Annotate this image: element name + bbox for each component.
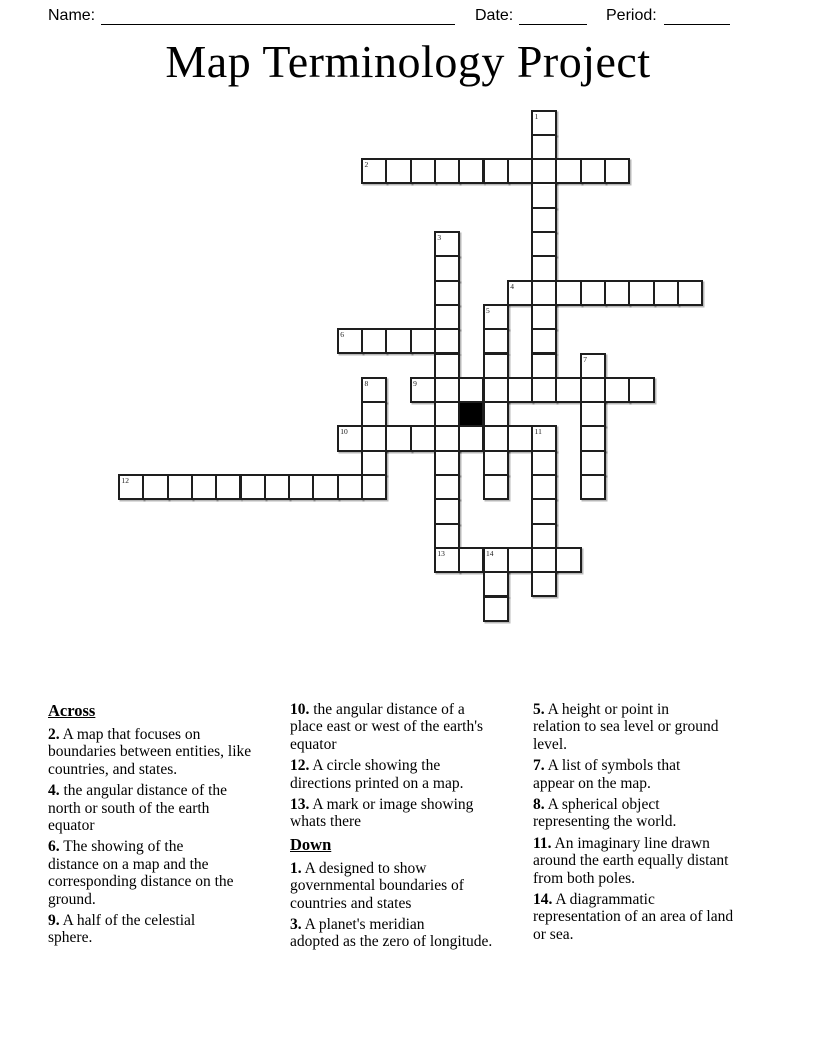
grid-cell[interactable] (361, 158, 387, 184)
clue-8 (533, 796, 771, 831)
clue-text: A half of the celestial sphere. (48, 912, 196, 947)
grid-cell[interactable] (434, 547, 460, 573)
grid-cell[interactable] (531, 304, 557, 330)
grid-cell[interactable] (580, 425, 606, 451)
grid-cell[interactable] (531, 425, 557, 451)
grid-cell[interactable] (361, 474, 387, 500)
grid-cell[interactable] (361, 425, 387, 451)
clue-text: The showing of the distance on a map and the corresponding distance on the ground. (48, 838, 234, 908)
date-field-label: Date: (475, 7, 514, 24)
clue-text: A designed to show governmental boundaries of countries and states (290, 859, 464, 912)
grid-cell[interactable] (507, 547, 533, 573)
grid-cell[interactable] (483, 353, 509, 379)
grid-cell[interactable] (483, 425, 509, 451)
grid-cell[interactable] (483, 571, 509, 597)
grid-cell[interactable] (458, 425, 484, 451)
grid-cell[interactable] (483, 547, 509, 573)
grid-cell[interactable] (337, 474, 363, 500)
grid-cell[interactable] (434, 450, 460, 476)
grid-cell[interactable] (434, 401, 460, 427)
clue-column-3 (533, 701, 771, 947)
grid-cell[interactable] (580, 450, 606, 476)
grid-cell[interactable] (434, 328, 460, 354)
grid-cell[interactable] (628, 377, 654, 403)
grid-cell[interactable] (531, 255, 557, 281)
grid-cell[interactable] (385, 328, 411, 354)
name-field-label: Name: (48, 7, 96, 24)
clue-10 (290, 701, 532, 753)
grid-cell[interactable] (604, 158, 630, 184)
clue-3 (290, 916, 532, 951)
grid-cell[interactable] (142, 474, 168, 500)
clue-number: 11. (533, 834, 552, 852)
grid-cell[interactable] (580, 474, 606, 500)
grid-cell[interactable] (118, 474, 144, 500)
grid-cell[interactable] (434, 255, 460, 281)
grid-cell[interactable] (361, 328, 387, 354)
clue-text: A list of symbols that appear on the map. (533, 757, 681, 792)
grid-cell[interactable] (483, 377, 509, 403)
grid-cell[interactable] (434, 158, 460, 184)
clue-number: 13. (290, 796, 310, 814)
grid-cell[interactable] (337, 328, 363, 354)
grid-cell[interactable] (653, 280, 679, 306)
clue-11 (533, 835, 771, 887)
grid-cell[interactable] (240, 474, 266, 500)
down-heading: Down (290, 834, 332, 854)
grid-cell[interactable] (361, 401, 387, 427)
grid-cell[interactable] (191, 474, 217, 500)
grid-cell[interactable] (628, 280, 654, 306)
clue-12 (290, 757, 532, 792)
grid-cell-number: 6 (340, 330, 344, 340)
grid-cell[interactable] (531, 523, 557, 549)
clue-text: A height or point in relation to sea level or ground level. (533, 701, 719, 753)
grid-cell[interactable] (385, 158, 411, 184)
clue-number: 2. (48, 726, 60, 743)
grid-cell[interactable] (385, 425, 411, 451)
grid-cell[interactable] (337, 425, 363, 451)
grid-cell[interactable] (312, 474, 338, 500)
grid-cell[interactable] (507, 158, 533, 184)
clue-2 (48, 726, 288, 778)
grid-cell[interactable] (434, 474, 460, 500)
grid-cell[interactable] (410, 377, 436, 403)
grid-cell-number: 13 (437, 548, 445, 558)
grid-cell[interactable] (531, 498, 557, 524)
clue-column-2 (290, 701, 532, 955)
clue-number: 3. (290, 916, 302, 934)
grid-cell[interactable] (483, 474, 509, 500)
clue-5 (533, 701, 771, 753)
across-heading: Across (48, 701, 96, 720)
grid-cell[interactable] (555, 377, 581, 403)
clue-text: the angular distance of a place east or west of the earth's equator (290, 701, 484, 753)
grid-cell[interactable] (604, 377, 630, 403)
grid-cell[interactable] (555, 547, 581, 573)
grid-cell-black (458, 401, 484, 427)
grid-cell-number: 1 (534, 111, 539, 121)
grid-cell[interactable] (434, 498, 460, 524)
grid-cell[interactable] (361, 377, 387, 403)
grid-cell[interactable] (410, 425, 436, 451)
grid-cell[interactable] (555, 280, 581, 306)
grid-cell[interactable] (580, 280, 606, 306)
grid-cell[interactable] (531, 474, 557, 500)
grid-cell-number: 4 (510, 281, 515, 291)
grid-cell-number: 11 (534, 427, 542, 437)
grid-cell[interactable] (434, 425, 460, 451)
grid-cell-number: 5 (486, 305, 490, 315)
grid-cell[interactable] (531, 207, 557, 233)
grid-cell-number: 8 (364, 378, 369, 388)
grid-cell[interactable] (531, 353, 557, 379)
clue-1 (290, 860, 532, 912)
grid-cell[interactable] (434, 353, 460, 379)
grid-cell[interactable] (531, 450, 557, 476)
grid-cell[interactable] (604, 280, 630, 306)
clue-6 (48, 838, 288, 908)
clue-number: 14. (533, 891, 553, 909)
grid-cell[interactable] (531, 377, 557, 403)
clue-column-1 (48, 701, 288, 951)
clue-number: 8. (533, 796, 545, 814)
grid-cell[interactable] (483, 304, 509, 330)
grid-cell[interactable] (555, 158, 581, 184)
grid-cell-number: 12 (121, 476, 129, 485)
clue-text: An imaginary line drawn around the earth equally distant from both poles. (533, 834, 729, 887)
clue-text: A mark or image showing whats there (290, 796, 474, 831)
grid-cell[interactable] (458, 377, 484, 403)
grid-cell[interactable] (483, 158, 509, 184)
grid-cell[interactable] (531, 571, 557, 597)
grid-cell[interactable] (483, 401, 509, 427)
grid-cell-number: 2 (364, 160, 369, 170)
grid-cell[interactable] (580, 377, 606, 403)
grid-cell[interactable] (507, 377, 533, 403)
grid-cell-number: 7 (583, 354, 587, 364)
grid-cell[interactable] (434, 231, 460, 257)
grid-cell[interactable] (580, 158, 606, 184)
clue-text: A diagrammatic representation of an area of land or sea. (533, 891, 734, 943)
clue-number: 4. (48, 782, 60, 800)
grid-cell[interactable] (531, 158, 557, 184)
grid-cell-number: 3 (437, 233, 442, 242)
clue-text: A circle showing the directions printed on a map. (290, 757, 464, 792)
clue-number: 9. (48, 912, 60, 930)
clue-text: A spherical object representing the world. (533, 796, 677, 831)
grid-cell[interactable] (483, 328, 509, 354)
grid-cell[interactable] (531, 328, 557, 354)
grid-cell-number: 14 (486, 548, 494, 558)
grid-cell[interactable] (531, 547, 557, 573)
grid-cell[interactable] (507, 425, 533, 451)
clue-text: A planet's meridian adopted as the zero of longitude. (290, 916, 493, 951)
grid-cell-number: 9 (413, 378, 417, 388)
clue-7 (533, 757, 771, 792)
grid-cell[interactable] (167, 474, 193, 500)
grid-cell[interactable] (458, 547, 484, 573)
grid-cell[interactable] (264, 474, 290, 500)
grid-cell[interactable] (361, 450, 387, 476)
grid-cell[interactable] (410, 158, 436, 184)
grid-cell[interactable] (410, 328, 436, 354)
grid-cell[interactable] (531, 280, 557, 306)
grid-cell-number: 10 (340, 427, 348, 437)
grid-cell[interactable] (434, 377, 460, 403)
grid-cell[interactable] (434, 280, 460, 306)
grid-cell[interactable] (434, 304, 460, 330)
grid-cell[interactable] (531, 182, 557, 208)
grid-cell[interactable] (483, 450, 509, 476)
page-title: Map Terminology Project (165, 36, 651, 87)
clue-number: 7. (533, 757, 545, 775)
grid-cell[interactable] (507, 280, 533, 306)
clue-9 (48, 912, 288, 947)
clue-text: the angular distance of the north or south of the earth equator (48, 782, 228, 835)
grid-cell[interactable] (531, 231, 557, 257)
grid-cell[interactable] (288, 474, 314, 500)
clue-number: 10. (290, 701, 310, 718)
grid-cell[interactable] (580, 353, 606, 379)
clue-number: 6. (48, 838, 60, 856)
grid-cell[interactable] (531, 134, 557, 160)
grid-cell[interactable] (483, 596, 509, 622)
clue-4 (48, 782, 288, 834)
clue-13 (290, 796, 532, 831)
clue-text: A map that focuses on boundaries between entities, like countries, and states. (48, 726, 252, 778)
grid-cell[interactable] (677, 280, 703, 306)
period-field-label: Period: (606, 7, 657, 24)
clue-number: 12. (290, 757, 310, 775)
clue-14 (533, 891, 771, 943)
grid-cell[interactable] (580, 401, 606, 427)
grid-cell[interactable] (531, 110, 557, 136)
clue-number: 5. (533, 701, 545, 718)
clue-number: 1. (290, 859, 302, 877)
grid-cell[interactable] (458, 158, 484, 184)
grid-cell[interactable] (215, 474, 241, 500)
grid-cell[interactable] (434, 523, 460, 549)
